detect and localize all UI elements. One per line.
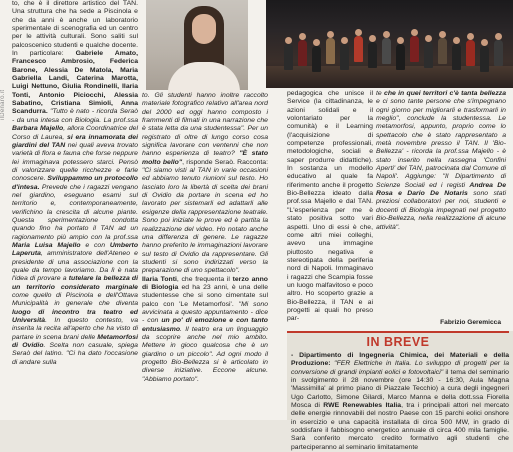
text: , che frequenta il xyxy=(176,275,233,283)
photo-figure xyxy=(480,46,489,72)
quote: nei quali aveva trovato varietà di flora e fauna che forse neppure lei immaginava potessero starci. Pensò di valorizzare quelle ricchezze e farle conoscere. xyxy=(12,141,138,183)
quote: . Scelta non casuale, spiega Seraò del latino. "Ci ha dato l'occasione di andare sulla xyxy=(12,342,138,366)
photo-figure xyxy=(368,42,377,68)
quote: "Ci siamo visti al TAN in varie occasioni ed abbiamo tenuto riunioni sul testo. Ho lasciato loro la libertà di scelta dei brani di Ovidio da portare in scena ed ho lavorato per sistemarli ed adattarli alle esigenze della rappresentazione teatrale. Sono poi iniziate le prove ed è partita la realizzazione del video. Ho notato anche una differenza di genere. Le ragazze hanno preferito le immaginazioni lavorare sul testo di Ovidio da rappresentare. Gli studenti si sono indirizzati verso la preparazione di uno spettacolo". xyxy=(142,167,268,275)
highlight: "È stato molto bello" xyxy=(142,150,269,166)
paragraph xyxy=(12,0,138,367)
paragraph xyxy=(287,90,373,324)
photo-detail xyxy=(192,14,216,44)
person-name: Maria Luisa Majello xyxy=(12,241,81,249)
photo-figure xyxy=(382,38,391,64)
person-name: Barbara Majello xyxy=(12,125,64,133)
highlight: terzo anno di Biologia xyxy=(142,275,268,291)
text: , risponde Seraò. Racconta: xyxy=(182,158,268,166)
article-column-4 xyxy=(376,90,506,232)
quote: . In questo contesto, va inserita la recita all'aperto che ha visto di partare in scena brani delle xyxy=(12,317,138,341)
quote: e ci sono tante persone che s'impegnano ogni giorno per migliorarli e trasformarli in meglio", conclude la studentessa. Le metamorfosi, appunto, proprio come lo spettacolo che è stato rappresentato a metà novembre presso il TAN. Il 'Bio-Bellezza' - ricorda la prof.ssa Majello - è stato inserito nella rassegna 'Confini Aperti' del TAN, patrocinata dal Comune di Napoli'. xyxy=(376,98,506,181)
news-heading: - Dipartimento di Ingegneria Chimica, dei Materiali e della Produzione: xyxy=(291,352,509,368)
paragraph xyxy=(142,276,268,384)
quote: e con xyxy=(80,241,110,249)
quote: , amministratore dell'Ateneo e presidente di una associazione con la quale da tempo lavoriamo. Da lì è nata l'idea di provare a xyxy=(12,250,138,283)
article-column-2 xyxy=(142,92,268,384)
article-column-3 xyxy=(287,90,373,324)
photo-figure xyxy=(340,44,349,70)
text: il tema del seminario in svolgimento il 28 novembre (ore 14:30 - 16:30, Aula Magna 'Massimilla' al primo piano di Piazzale Tecchio) a cura degli ingegneri Ugo Carlotto, Simone Gilardi, Marco Manna e della dott.ssa Fiorella Mosca di xyxy=(291,368,509,410)
margin-label: ilDenaro.it xyxy=(0,89,6,120)
paragraph xyxy=(142,92,268,276)
photo-figure xyxy=(354,36,363,62)
person-name: Umberto Laperuta xyxy=(12,241,138,258)
text: ed ha 23 anni, è una delle studentesse che si sono cimentate sul palco con 'Le Metamorfosi'. xyxy=(142,283,269,308)
portrait-photo xyxy=(146,0,248,90)
in-breve-title: IN BREVE xyxy=(287,331,509,351)
quote: to. Gli studenti hanno inoltre raccolto materiale fotografico relativo all'area nord del 2000 ed oggi hanno composto i frammenti di filmati in una narrazione che è stata letta da una studentessa". Per un registrato di oltre di lungo corso cosa significa lavorare con ventenni che non hanno esperienza di teatro? xyxy=(142,92,268,158)
photo-figure xyxy=(410,36,419,62)
quote: sono stati preziosi collaboratori per noi, studenti e docenti di Biologia impegnati nel progetto Bio-Bellezza, nella realizzazione di alcune attività". xyxy=(376,190,506,231)
company-name: RWE Renewables Italia xyxy=(323,402,402,410)
highlight: luogo di incontro tra teatro ed Università xyxy=(12,308,138,325)
photo-figure xyxy=(298,40,307,66)
in-breve-body xyxy=(291,352,509,452)
group-photo xyxy=(266,0,513,88)
photo-figure xyxy=(438,38,447,64)
news-topic: "FER Elettriche in Italia. Lo sviluppo di progetti per la conversione di grandi impianti eolici e fotovoltaici" xyxy=(291,360,509,376)
photo-figure xyxy=(326,38,335,64)
quote: te xyxy=(376,90,385,97)
photo-figure xyxy=(424,42,433,68)
text: pedagogica che unisce il Service (la cittadinanza, le azioni solidali e il volontariato per la comunità) e il Learning (l'acquisizione di competenze professionali, metodologiche, sociali e saper produrre didattiche). In sostanza un modello educativo al quale fa riferimento anche il progetto Bio-Bellezza ideato dalla prof.ssa Majello e dal TAN. "L'esperienza per me è stato positiva sotto vari aspetti. Uno di essi è che, come altri miei colleghi, avevo una immagine piuttosto negativa e stereotipata della periferia nord di Napoli. Immaginavo i ragazzi che Scampia fosse un luogo malfavitoso e poco altro. Ho scoperto grazie a Bio-Bellezza, il TAN e ai progetti ai quali ho preso par- xyxy=(287,90,373,323)
in-breve-box xyxy=(287,331,513,451)
highlight: Metamorfosi di Ovidio xyxy=(12,333,138,350)
person-name: Andrea De Rosa e Dario De Notaris xyxy=(376,181,506,198)
article-column-1 xyxy=(12,0,138,367)
quote: Prevede che i ragazzi vengano nel giardino, eseguano esami sul territorio e, contemporaneamente, verifichino la crescita di alcune piante. Questa sperimentazione condotta quando fino ha portato il TAN ad un ragionamento più ampio con la prof.ssa xyxy=(12,183,138,241)
photo-figure xyxy=(452,44,461,70)
text: to, che è il direttore artistico del TAN. Una struttura che ha sede a Piscinola e che da anni è anche un laboratorio sperimentale di scenografia ed un centro per le attività culturali. Sono saliti sul palcoscenico studenti e qualche docente. In particolare: xyxy=(12,0,138,58)
paragraph xyxy=(376,90,506,232)
photo-figure xyxy=(466,40,475,66)
quote: come quello di Piscinola e dell'Ottava Municipalità in generale che diventa xyxy=(12,292,138,308)
photo-figure xyxy=(284,44,293,70)
highlight: Sviluppammo un protocollo d'intesa. xyxy=(12,175,138,191)
quote: Aggiunge: "Il Dipartimento di Scienze Sociali ed i registi xyxy=(376,173,506,189)
photo-figure xyxy=(494,40,503,66)
text: , tra i principali attori nel mercato delle energie rinnovabili del nostro Paese con 15 parchi eolici onshore in esercizio e una capacità installata di circa 500 MW, in grado di soddisfare il fabbisogno energetico annuale di circa 400 mila famiglie. Sarà conferito mercato credito formativo agli studenti che parteciperanno al seminario limitatamente xyxy=(291,402,509,451)
quote: . Il teatro era un linguaggio da scoprire anche nel mio ambito. Mettere in gioco qualcosa che è un giardino o un piccolo". Ad ogni modo il progetto Bio-Bellezza si è articolato in diverse iniziative. Eccone alcune. "Abbiamo portato". xyxy=(142,325,268,383)
person-name: Ilaria Tonti xyxy=(142,275,177,283)
quote: , allora Coordinatrice del Corso di Laurea, xyxy=(12,125,138,141)
stage-floor xyxy=(266,66,513,88)
quote: "Tutto è nato - ricorda Seraò - da una intesa con Biologia. La prof.ssa xyxy=(12,108,138,124)
highlight: un po' di emozione e con tanto entusiasmo xyxy=(142,317,268,333)
highlight: si era innamorata dei giardini del TAN xyxy=(12,133,138,149)
highlight: tutelare la bellezza di un territorio considerato marginale xyxy=(12,275,138,291)
participant-names: Gabriele Amato, Francesco Ambrosio, Federica Barone, Alessia De Matola, Maria Gabriella Landi, Caterina Marotta, Luigi Nettuno, Giulia Rondinelli, Ilaria Tonti, Antonio Piciocchi, Alessia Sabatino, Cristiana Simioli, Anna Scandurra. xyxy=(12,50,139,116)
quote: "Mi sono avvicinata a questo appuntamento - dice - con xyxy=(142,300,268,325)
highlight: che in quei territori c'è tanta bellezza xyxy=(384,90,507,97)
photo-figure xyxy=(396,44,405,70)
photo-figure xyxy=(312,46,321,72)
author-signature: Fabrizio Geremicca xyxy=(440,319,501,326)
